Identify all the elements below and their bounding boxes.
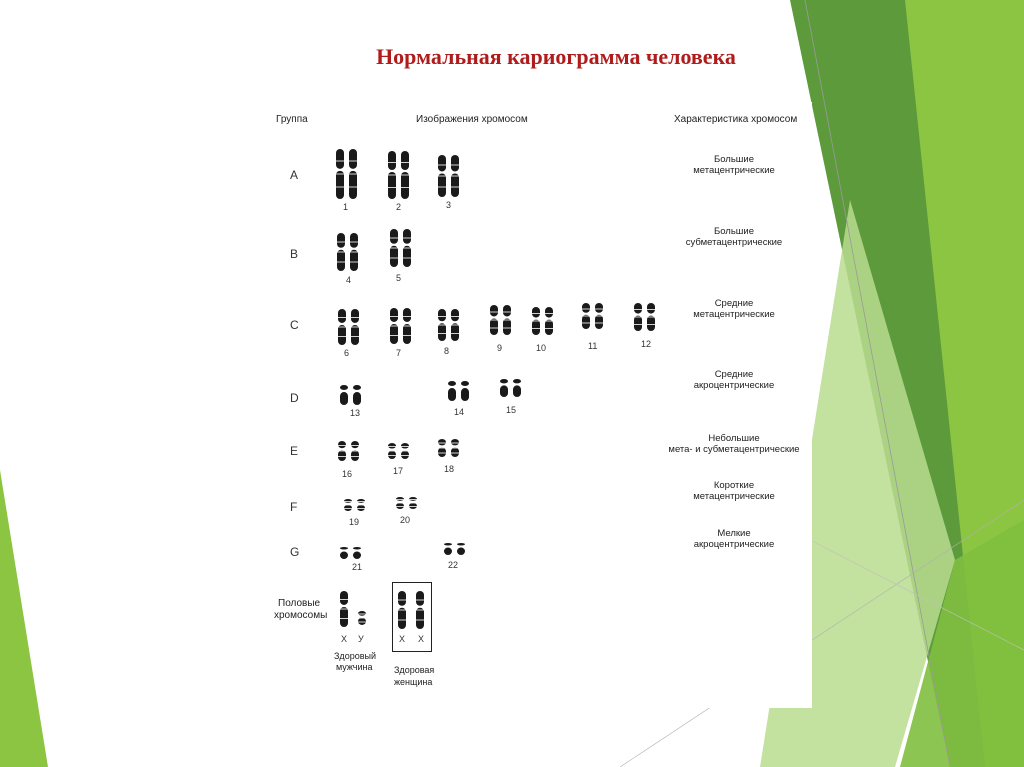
chromosome-20-icon xyxy=(394,496,420,510)
chromosome-4-icon xyxy=(335,232,361,272)
desc-f-line-2: метацентрические xyxy=(693,491,775,502)
sex-label-1: Половые xyxy=(278,598,321,609)
chromosome-x-female-2-icon xyxy=(414,590,426,630)
chromosome-19-icon xyxy=(342,498,368,512)
female-caption-2: женщина xyxy=(394,677,433,687)
desc-f xyxy=(663,480,805,502)
chromosome-21-icon xyxy=(338,546,364,560)
desc-e-line-1: Небольшие xyxy=(708,433,760,444)
chromosome-6-icon xyxy=(336,308,362,346)
chromosome-number-15: 15 xyxy=(506,405,517,415)
chromosome-x-female-1-icon xyxy=(396,590,408,630)
desc-g-line-1: Мелкие xyxy=(717,528,751,539)
chromosome-12-icon xyxy=(632,302,658,332)
chromosome-number-21: 21 xyxy=(352,562,363,572)
chromosome-11-icon xyxy=(580,302,606,330)
desc-a-line-1: Большие xyxy=(713,154,754,165)
chromosome-number-11: 11 xyxy=(588,341,598,351)
chromosome-16-icon xyxy=(336,440,362,462)
slide-title: Нормальная кариограмма человека xyxy=(376,44,736,69)
chromosome-1-icon xyxy=(334,148,360,200)
chromosome-number-1: 1 xyxy=(343,202,349,212)
chromosome-number-3: 3 xyxy=(446,200,452,210)
chromosome-7-icon xyxy=(388,307,414,345)
desc-b-line-2: субметацентрические xyxy=(685,237,783,248)
desc-a-line-2: метацентрические xyxy=(693,165,775,176)
desc-f-line-1: Короткие xyxy=(713,480,755,491)
chromosome-18-icon xyxy=(436,438,462,458)
chromosome-number-17: 17 xyxy=(393,466,404,476)
group-label-c: C xyxy=(290,318,299,332)
desc-g xyxy=(663,528,805,550)
desc-c-line-2: метацентрические xyxy=(693,309,775,320)
group-label-e: E xyxy=(290,444,299,458)
chromosome-8-icon xyxy=(436,308,462,342)
chromosome-number-10: 10 xyxy=(536,343,547,353)
chromosome-y-male-icon xyxy=(356,610,368,626)
chromosome-number-6: 6 xyxy=(344,348,350,358)
chromosome-number-14: 14 xyxy=(454,407,465,417)
male-x-label: X xyxy=(341,634,348,644)
chromosome-22-icon xyxy=(442,542,468,556)
header-characteristics: Характеристика хромосом xyxy=(674,114,798,125)
chromosome-number-4: 4 xyxy=(346,275,352,285)
chromosome-5-icon xyxy=(388,228,414,268)
chromosome-15-icon xyxy=(498,378,524,398)
group-label-a: A xyxy=(290,168,299,182)
chromosome-9-icon xyxy=(488,304,514,336)
male-y-label: У xyxy=(358,634,364,644)
green-shape-left xyxy=(0,470,48,767)
chromosome-14-icon xyxy=(446,380,472,402)
chromosome-number-7: 7 xyxy=(396,348,402,358)
desc-e xyxy=(663,433,805,455)
desc-e-line-2: мета- и субметацентрические xyxy=(668,444,800,455)
chromosome-2-icon xyxy=(386,150,412,200)
chromosome-x-male-icon xyxy=(338,590,350,628)
sex-label-2: хромосомы xyxy=(274,610,328,621)
desc-d-line-2: акроцентрические xyxy=(693,380,775,391)
chromosome-number-8: 8 xyxy=(444,346,450,356)
karyogram-figure xyxy=(268,102,812,708)
male-caption-1: Здоровый xyxy=(334,651,376,661)
female-x1-label: X xyxy=(399,634,406,644)
header-group: Группа xyxy=(276,114,308,125)
desc-d-line-1: Средние xyxy=(714,369,754,380)
desc-c xyxy=(663,298,805,320)
desc-b xyxy=(663,226,805,248)
desc-a xyxy=(663,154,805,176)
chromosome-3-icon xyxy=(436,154,462,198)
chromosome-number-18: 18 xyxy=(444,464,455,474)
chromosome-number-2: 2 xyxy=(396,202,402,212)
chromosome-10-icon xyxy=(530,306,556,336)
chromosome-number-16: 16 xyxy=(342,469,353,479)
chromosome-number-20: 20 xyxy=(400,515,411,525)
chromosome-number-22: 22 xyxy=(448,560,459,570)
female-caption-1: Здоровая xyxy=(394,665,435,675)
group-label-b: B xyxy=(290,247,299,261)
chromosome-number-9: 9 xyxy=(497,343,503,353)
header-images: Изображения хромосом xyxy=(416,114,528,125)
chromosome-number-5: 5 xyxy=(396,273,402,283)
female-x2-label: X xyxy=(418,634,425,644)
group-label-d: D xyxy=(290,391,299,405)
chromosome-17-icon xyxy=(386,442,412,460)
chromosome-13-icon xyxy=(338,384,364,406)
chromosome-number-12: 12 xyxy=(641,339,652,349)
desc-b-line-1: Большие xyxy=(713,226,754,237)
desc-d xyxy=(663,369,805,391)
chromosome-number-13: 13 xyxy=(350,408,361,418)
desc-g-line-2: акроцентрические xyxy=(693,539,775,550)
male-caption-2: мужчина xyxy=(336,662,373,672)
group-label-f: F xyxy=(290,500,298,514)
desc-c-line-1: Средние xyxy=(714,298,754,309)
group-label-g: G xyxy=(290,545,300,559)
chromosome-number-19: 19 xyxy=(349,517,360,527)
